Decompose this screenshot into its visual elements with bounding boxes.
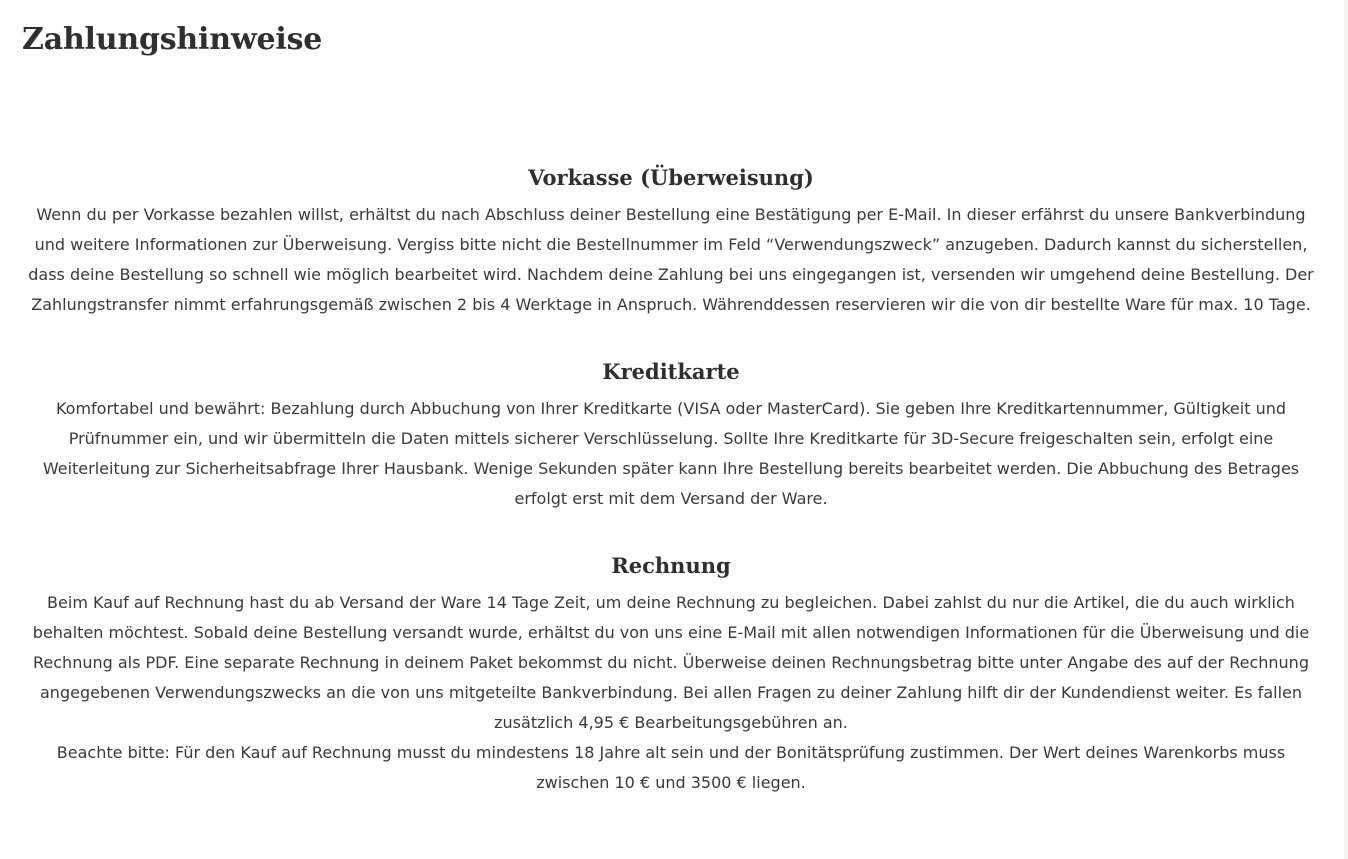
section-heading-vorkasse: Vorkasse (Überweisung) [528,165,814,190]
page-right-edge [1344,0,1348,859]
vorkasse-paragraph: Wenn du per Vorkasse bezahlen willst, erhältst du nach Abschluss deiner Bestellung eine Bestätigung per E-Mail. In dieser erfährst du unsere Bankverbindung und weitere Informationen zur Überweisung. Vergiss bitte nicht die Bestellnummer im Feld “Verwendungszweck” anzugeben. Dadurch kannst du sicherstellen, dass deine Bestellung so schnell wie möglich bearbeitet wird. Nachdem deine Zahlung bei uns eingegangen ist, versenden wir umgehend deine Bestellung. Der Zahlungstransfer nimmt erfahrungsgemäß zwischen 2 bis 4 Werktage in Anspruch. Währenddessen reservieren wir die von dir bestellte Ware für max. 10 Tage. [28,205,1314,314]
section-heading-kreditkarte: Kreditkarte [602,359,740,384]
rechnung-note-paragraph: Beachte bitte: Für den Kauf auf Rechnung musst du mindestens 18 Jahre alt sein und der Bonitätsprüfung zustimmen. Der Wert deines Warenkorbs muss zwischen 10 € und 3500 € liegen. [56,743,1286,792]
payment-info-content [22,160,1320,798]
section-vorkasse [22,160,1320,320]
kreditkarte-paragraph: Komfortabel und bewährt: Bezahlung durch Abbuchung von Ihrer Kreditkarte (VISA oder MasterCard). Sie geben Ihre Kreditkartennummer, Gültigkeit und Prüfnummer ein, und wir übermitteln die Daten mittels sicherer Verschlüsselung. Sollte Ihre Kreditkarte für 3D-Secure freigeschalten sein, erfolgt eine Weiterleitung zur Sicherheitsabfrage Ihrer Hausbank. Wenige Sekunden später kann Ihre Bestellung bereits bearbeitet werden. Die Abbuchung des Betrages erfolgt erst mit dem Versand der Ware. [42,399,1300,508]
section-kreditkarte [22,354,1320,514]
page-title: Zahlungshinweise [22,22,323,57]
rechnung-paragraph: Beim Kauf auf Rechnung hast du ab Versand der Ware 14 Tage Zeit, um deine Rechnung zu begleichen. Dabei zahlst du nur die Artikel, die du auch wirklich behalten möchtest. Sobald deine Bestellung versandt wurde, erhältst du von uns eine E-Mail mit allen notwendigen Informationen für die Überweisung und die Rechnung als PDF. Eine separate Rechnung in deinem Paket bekommst du nicht. Überweise deinen Rechnungsbetrag bitte unter Angabe des auf der Rechnung angegebenen Verwendungszwecks an die von uns mitgeteilte Bankverbindung. Bei allen Fragen zu deiner Zahlung hilft dir der Kundendienst weiter. Es fallen zusätzlich 4,95 € Bearbeitungsgebühren an. [32,593,1310,732]
section-heading-rechnung: Rechnung [611,553,731,578]
section-rechnung [22,548,1320,798]
